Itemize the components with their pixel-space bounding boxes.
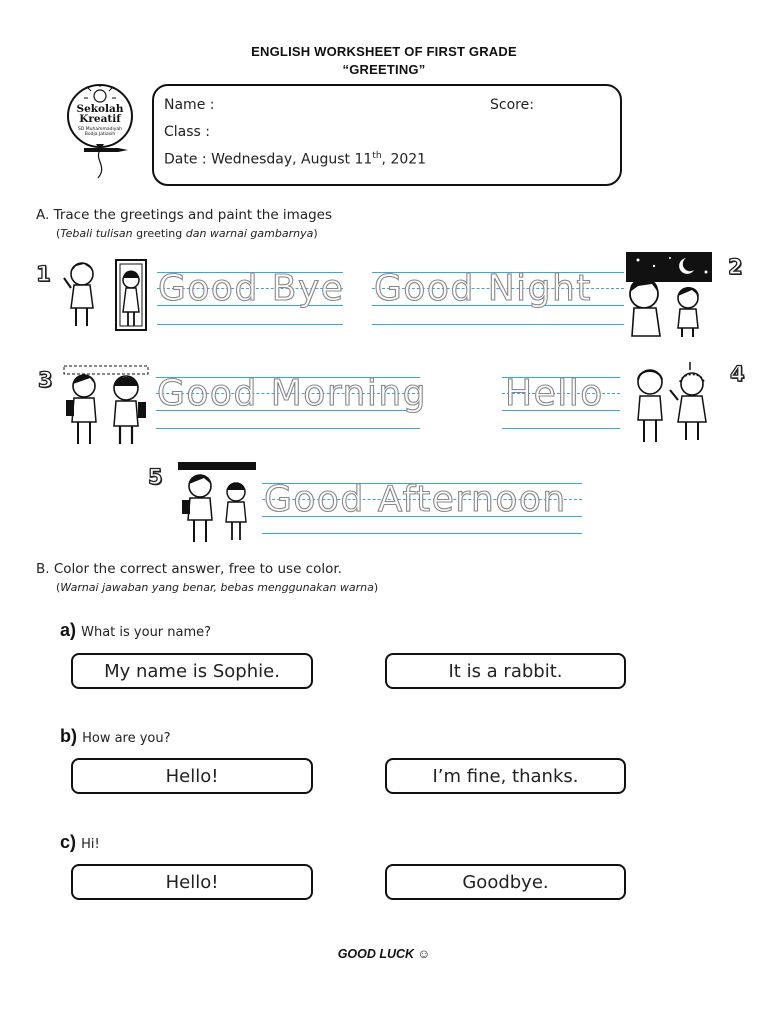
name-label: Name : — [164, 97, 215, 113]
date-sup: th — [372, 151, 382, 161]
question-a-letter: a) — [60, 620, 77, 640]
question-a-text: What is your name? — [81, 625, 212, 640]
school-logo — [58, 82, 142, 186]
item-number-4: 4 — [730, 362, 745, 386]
date-label: Date : — [164, 151, 207, 168]
question-b — [60, 726, 171, 747]
paren-close: ) — [373, 581, 379, 594]
section-b-heading: B. Color the correct answer, free to use color. — [36, 561, 342, 577]
answer-c-option-2[interactable]: Goodbye. — [385, 864, 626, 900]
sub-italic-2: dan warnai gambarnya — [182, 227, 314, 240]
logo-small2: Bodja Jatiasih — [84, 132, 116, 137]
question-b-text: How are you? — [82, 731, 171, 746]
question-b-letter: b) — [60, 726, 77, 746]
children-with-backpacks-morning-image — [62, 364, 154, 448]
class-label: Class : — [164, 124, 210, 140]
date-year: , 2021 — [381, 151, 427, 168]
paren-open: ( — [56, 227, 61, 240]
logo-line2: Kreatif — [79, 113, 121, 125]
children-afternoon-image — [174, 462, 258, 546]
trace-text-good-afternoon: Good Afternoon — [264, 479, 567, 520]
section-b-subtitle — [56, 581, 378, 594]
sub-italic-1: Tebali tulisan — [60, 227, 137, 240]
question-c-text: Hi! — [81, 837, 100, 852]
date-value: Wednesday, August 11 — [211, 151, 373, 168]
section-a-subtitle — [56, 227, 318, 240]
student-info-box — [152, 84, 622, 186]
answer-a-option-2[interactable]: It is a rabbit. — [385, 653, 626, 689]
section-a-heading: A. Trace the greetings and paint the images — [36, 207, 333, 223]
answer-c-option-1[interactable]: Hello! — [71, 864, 313, 900]
question-c — [60, 832, 100, 853]
paren-close: ) — [313, 227, 318, 240]
answer-a-option-1[interactable]: My name is Sophie. — [71, 653, 313, 689]
worksheet-title: ENGLISH WORKSHEET OF FIRST GRADE — [251, 44, 517, 59]
logo-small1: SD Muhammadiyah — [77, 127, 122, 132]
trace-text-hello: Hello — [505, 373, 604, 414]
good-luck-footer: GOOD LUCK ☺ — [337, 947, 431, 961]
item-number-3: 3 — [38, 368, 53, 392]
children-saying-hello-image — [630, 360, 720, 446]
item-number-2: 2 — [728, 255, 743, 279]
question-c-letter: c) — [60, 832, 77, 852]
sub-italic: Warnai jawaban yang benar, bebas menggunakan warna — [60, 581, 374, 594]
trace-text-good-bye: Good Bye — [158, 268, 345, 309]
paren-open: ( — [56, 581, 61, 594]
worksheet-subtitle: “GREETING” — [342, 62, 426, 77]
mother-and-child-night-image — [624, 252, 716, 338]
logo-line1: Sekolah — [76, 103, 124, 115]
score-label: Score: — [490, 97, 534, 113]
question-a — [60, 620, 211, 641]
answer-b-option-1[interactable]: Hello! — [71, 758, 313, 794]
item-number-5: 5 — [148, 465, 163, 489]
children-waving-goodbye-image — [60, 258, 152, 334]
item-number-1: 1 — [36, 262, 51, 286]
date-line — [164, 151, 426, 168]
answer-b-option-2[interactable]: I’m fine, thanks. — [385, 758, 626, 794]
sub-plain: greeting — [136, 227, 183, 240]
trace-text-good-night: Good Night — [374, 268, 592, 309]
trace-text-good-morning: Good Morning — [157, 373, 427, 414]
